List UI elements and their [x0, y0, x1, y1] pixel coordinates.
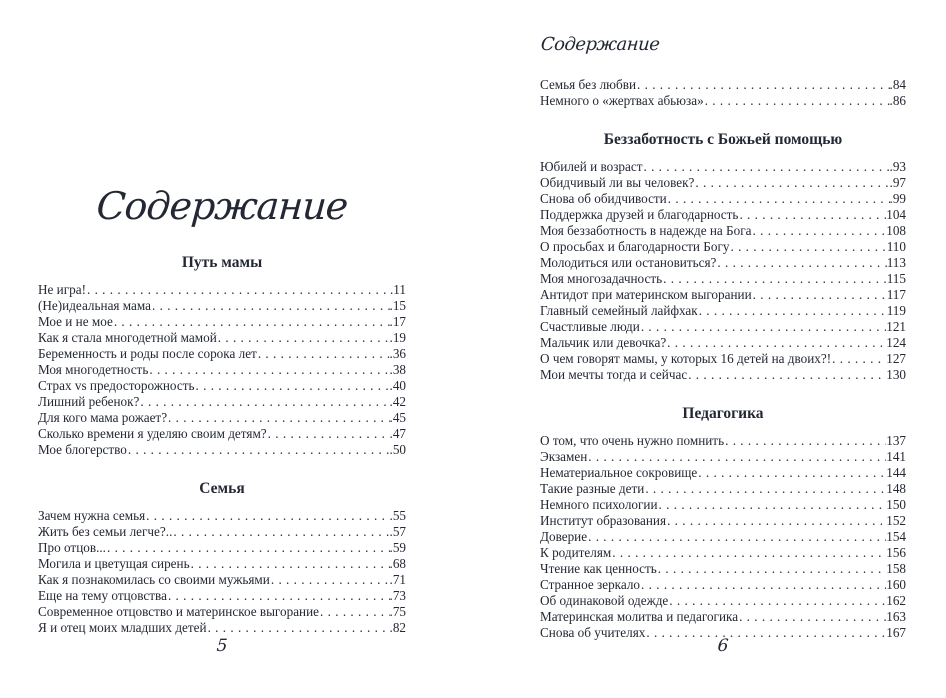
dot-leader [738, 207, 886, 223]
dot-leader [640, 577, 886, 593]
dot-leader [217, 330, 390, 346]
toc-entry-title: Поддержка друзей и благодарность [540, 207, 739, 222]
continued-entries [540, 77, 906, 109]
dot-leader [190, 556, 390, 572]
toc-entry [38, 524, 406, 540]
toc-entry-title: Семья без любви [540, 77, 637, 92]
toc-entry-page: 158 [886, 561, 906, 576]
toc-entry-page: 124 [886, 335, 906, 350]
toc-entry [38, 556, 406, 572]
toc-entry-title: Мои мечты тогда и сейчас [540, 367, 688, 382]
dot-leader [666, 335, 886, 351]
toc-entry-page: .36 [389, 346, 406, 361]
toc-entry-title: Моя многозадачность [540, 271, 663, 286]
toc-entry-page: 162 [886, 593, 906, 608]
dot-leader [636, 77, 890, 93]
toc-entry-page: .45 [389, 410, 406, 425]
toc-entry-title: (Не)идеальная мама [38, 298, 151, 313]
toc-entry [540, 593, 906, 609]
toc-entry-page: .59 [389, 540, 406, 555]
left-page-number: 5 [215, 636, 229, 656]
toc-entry-page: .82 [389, 620, 406, 635]
toc-entry [38, 410, 406, 426]
dot-leader [167, 410, 389, 426]
toc-entry [540, 433, 906, 449]
toc-entry-title: Снова об обидчивости [540, 191, 667, 206]
toc-entry [540, 239, 906, 255]
toc-entry-page: 163 [886, 609, 906, 624]
toc-entry [38, 378, 406, 394]
toc-entry-title: К родителям [540, 545, 612, 560]
toc-entry [540, 207, 906, 223]
toc-entry [540, 529, 906, 545]
toc-entry-page: 167 [886, 625, 906, 640]
toc-entry-page: .99 [889, 191, 906, 206]
toc-entry-page: .84 [889, 77, 906, 92]
toc-entry-title: Главный семейный лайфхак [540, 303, 698, 318]
toc-entry [540, 481, 906, 497]
toc-entry [540, 561, 906, 577]
toc-entry-title: Еще на тему отцовства [38, 588, 167, 603]
toc-entry-page: 156 [886, 545, 906, 560]
toc-entry-page: 130 [886, 367, 906, 382]
toc-entry [38, 442, 406, 458]
toc-entry-page: 137 [886, 433, 906, 448]
toc-entry [540, 351, 906, 367]
section-entries [38, 282, 406, 458]
dot-leader [127, 442, 390, 458]
toc-entry [540, 77, 906, 93]
toc-entry [540, 465, 906, 481]
toc-entry-title: Мое блогерство [38, 442, 127, 457]
toc-entry [540, 223, 906, 239]
right-page-sections [540, 130, 906, 641]
toc-entry-title: О том, что очень нужно помнить [540, 433, 725, 448]
dot-leader [611, 545, 886, 561]
toc-entry [38, 572, 406, 588]
toc-entry-page: 144 [886, 465, 906, 480]
dot-leader [106, 540, 390, 556]
section-heading: Педагогика [682, 405, 764, 422]
dot-leader [716, 255, 886, 271]
toc-entry-title: Странное зеркало [540, 577, 641, 592]
section-heading: Путь мамы [181, 254, 263, 271]
toc-entry-title: Чтение как ценность [540, 561, 657, 576]
right-page [540, 0, 906, 656]
dot-leader [270, 572, 390, 588]
toc-entry-page: 110 [886, 239, 906, 254]
toc-entry [540, 513, 906, 529]
dot-leader [687, 367, 886, 383]
dot-leader [642, 159, 889, 175]
toc-entry-page: 117 [886, 287, 906, 302]
toc-entry-page: .38 [389, 362, 406, 377]
toc-entry-title: Страх vs предосторожность [38, 378, 195, 393]
toc-entry [38, 298, 406, 314]
toc-entry [540, 319, 906, 335]
toc-entry [38, 540, 406, 556]
toc-entry-page: .17 [389, 314, 406, 329]
section-entries [540, 433, 906, 641]
toc-entry-page: .93 [889, 159, 906, 174]
toc-entry [540, 449, 906, 465]
dot-leader [667, 191, 890, 207]
toc-entry [540, 159, 906, 175]
toc-entry-page: 148 [886, 481, 906, 496]
toc-entry [38, 282, 406, 298]
toc-entry-title: Такие разные дети [540, 481, 645, 496]
toc-entry [540, 497, 906, 513]
toc-entry [540, 93, 906, 109]
toc-entry-title: О просьбах и благодарности Богу [540, 239, 730, 254]
dot-leader [752, 223, 887, 239]
toc-entry-page: 127 [886, 351, 906, 366]
dot-leader [658, 497, 887, 513]
toc-entry-title: Счастливые люди [540, 319, 640, 334]
toc-entry-title: Мальчик или девочка? [540, 335, 667, 350]
dot-leader [587, 449, 886, 465]
toc-title: Содержание [95, 184, 349, 228]
dot-leader [697, 465, 886, 481]
dot-leader [694, 175, 889, 191]
toc-entry [540, 191, 906, 207]
toc-entry-title: Молодиться или остановиться? [540, 255, 717, 270]
dot-leader [167, 588, 390, 604]
dot-leader [86, 282, 390, 298]
toc-entry [540, 577, 906, 593]
toc-entry-title: Как я стала многодетной мамой [38, 330, 217, 345]
toc-entry [38, 394, 406, 410]
toc-entry-title: Юбилей и возраст [540, 159, 643, 174]
toc-entry-title: Для кого мама рожает? [38, 410, 168, 425]
toc-entry-title: Лишний ребенок? [38, 394, 140, 409]
toc-entry [540, 367, 906, 383]
dot-leader [729, 239, 886, 255]
toc-entry-page: 121 [886, 319, 906, 334]
toc-entry-title: Беременность и роды после сорока лет [38, 346, 257, 361]
dot-leader [148, 362, 389, 378]
toc-entry-page: 150 [886, 497, 906, 512]
toc-entry-page: 115 [886, 271, 906, 286]
toc-entry [540, 271, 906, 287]
toc-entry [540, 175, 906, 191]
toc-entry-title: Современное отцовство и материнское выгорание [38, 604, 320, 619]
toc-entry-page: 141 [886, 449, 906, 464]
toc-entry-page: .57 [389, 524, 406, 539]
toc-entry-title: Мое и не мое [38, 314, 113, 329]
toc-entry-title: Обидчивый ли вы человек? [540, 175, 695, 190]
toc-entry-title: Снова об учителях [540, 625, 646, 640]
toc-entry-title: Экзамен [540, 449, 588, 464]
toc-entry [540, 335, 906, 351]
toc-entry [38, 508, 406, 524]
left-page-sections [38, 253, 406, 636]
dot-leader [267, 426, 390, 442]
toc-entry-title: О чем говорят мамы, у которых 16 детей на двоих?! [540, 351, 832, 366]
toc-entry-page: 152 [886, 513, 906, 528]
toc-entry-page: .68 [389, 556, 406, 571]
toc-entry-title: Моя беззаботность в надежде на Бога [540, 223, 752, 238]
toc-entry-title: Об одинаковой одежде [540, 593, 669, 608]
dot-leader [195, 378, 390, 394]
dot-leader [662, 271, 887, 287]
toc-entry-page: .11 [390, 282, 406, 297]
toc-entry-title: Моя многодетность [38, 362, 149, 377]
running-header: Содержание [540, 34, 661, 55]
dot-leader [319, 604, 389, 620]
dot-leader [172, 524, 389, 540]
toc-entry-title: Не игра! [38, 282, 86, 297]
toc-entry-title: Про отцов... [38, 540, 106, 555]
dot-leader [698, 303, 887, 319]
dot-leader [151, 298, 390, 314]
toc-entry-page: 113 [886, 255, 906, 270]
toc-entry-title: Доверие [540, 529, 588, 544]
toc-entry-page: .47 [389, 426, 406, 441]
dot-leader [640, 319, 886, 335]
section-heading: Семья [199, 480, 245, 497]
right-page-number: 6 [716, 636, 730, 656]
dot-leader [139, 394, 389, 410]
toc-entry-title: Я и отец моих младших детей [38, 620, 207, 635]
toc-entry-title: Немного о «жертвах абьюза» [540, 93, 704, 108]
toc-entry-page: .19 [389, 330, 406, 345]
toc-entry-title: Антидот при материнском выгорании [540, 287, 752, 302]
dot-leader [831, 351, 886, 367]
toc-entry-page: 119 [886, 303, 906, 318]
toc-entry [38, 330, 406, 346]
dot-leader [668, 593, 886, 609]
toc-entry-page: .86 [889, 93, 906, 108]
left-page [38, 0, 406, 656]
toc-entry-page: .40 [389, 378, 406, 393]
section-entries [38, 508, 406, 636]
toc-entry [38, 314, 406, 330]
toc-entry-title: Немного психологии [540, 497, 658, 512]
dot-leader [587, 529, 886, 545]
dot-leader [257, 346, 390, 362]
dot-leader [738, 609, 886, 625]
dot-leader [657, 561, 886, 577]
dot-leader [704, 93, 890, 109]
toc-entry-page: .50 [389, 442, 406, 457]
toc-entry-page: .73 [389, 588, 406, 603]
dot-leader [644, 481, 886, 497]
toc-entry-page: .55 [389, 508, 406, 523]
toc-entry-page: 154 [886, 529, 906, 544]
toc-entry-page: .75 [389, 604, 406, 619]
toc-entry-page: .97 [889, 175, 906, 190]
dot-leader [724, 433, 886, 449]
toc-entry [38, 588, 406, 604]
dot-leader [752, 287, 887, 303]
section-entries [540, 159, 906, 383]
toc-entry [540, 255, 906, 271]
toc-entry-title: Могила и цветущая сирень [38, 556, 190, 571]
toc-entry [540, 287, 906, 303]
toc-entry [540, 545, 906, 561]
toc-entry-title: Как я познакомилась со своими мужьями [38, 572, 270, 587]
toc-entry [38, 346, 406, 362]
toc-entry-page: 108 [886, 223, 906, 238]
toc-entry-page: 160 [886, 577, 906, 592]
toc-entry-page: .71 [389, 572, 406, 587]
dot-leader [666, 513, 886, 529]
toc-entry-title: Зачем нужна семья [38, 508, 146, 523]
toc-entry-title: Жить без семьи легче?.. [38, 524, 173, 539]
toc-entry [38, 426, 406, 442]
toc-entry [38, 362, 406, 378]
toc-entry [38, 604, 406, 620]
toc-entry-title: Сколько времени я уделяю своим детям? [38, 426, 267, 441]
toc-entry-title: Нематериальное сокровище [540, 465, 698, 480]
toc-entry-title: Институт образования [540, 513, 667, 528]
toc-entry-page: .15 [389, 298, 406, 313]
toc-entry-page: .42 [389, 394, 406, 409]
toc-entry-page: 104 [886, 207, 906, 222]
section-heading: Беззаботность с Божьей помощью [603, 131, 843, 148]
dot-leader [113, 314, 390, 330]
dot-leader [145, 508, 389, 524]
toc-entry [540, 609, 906, 625]
toc-entry-title: Материнская молитва и педагогика [540, 609, 739, 624]
toc-entry [540, 303, 906, 319]
